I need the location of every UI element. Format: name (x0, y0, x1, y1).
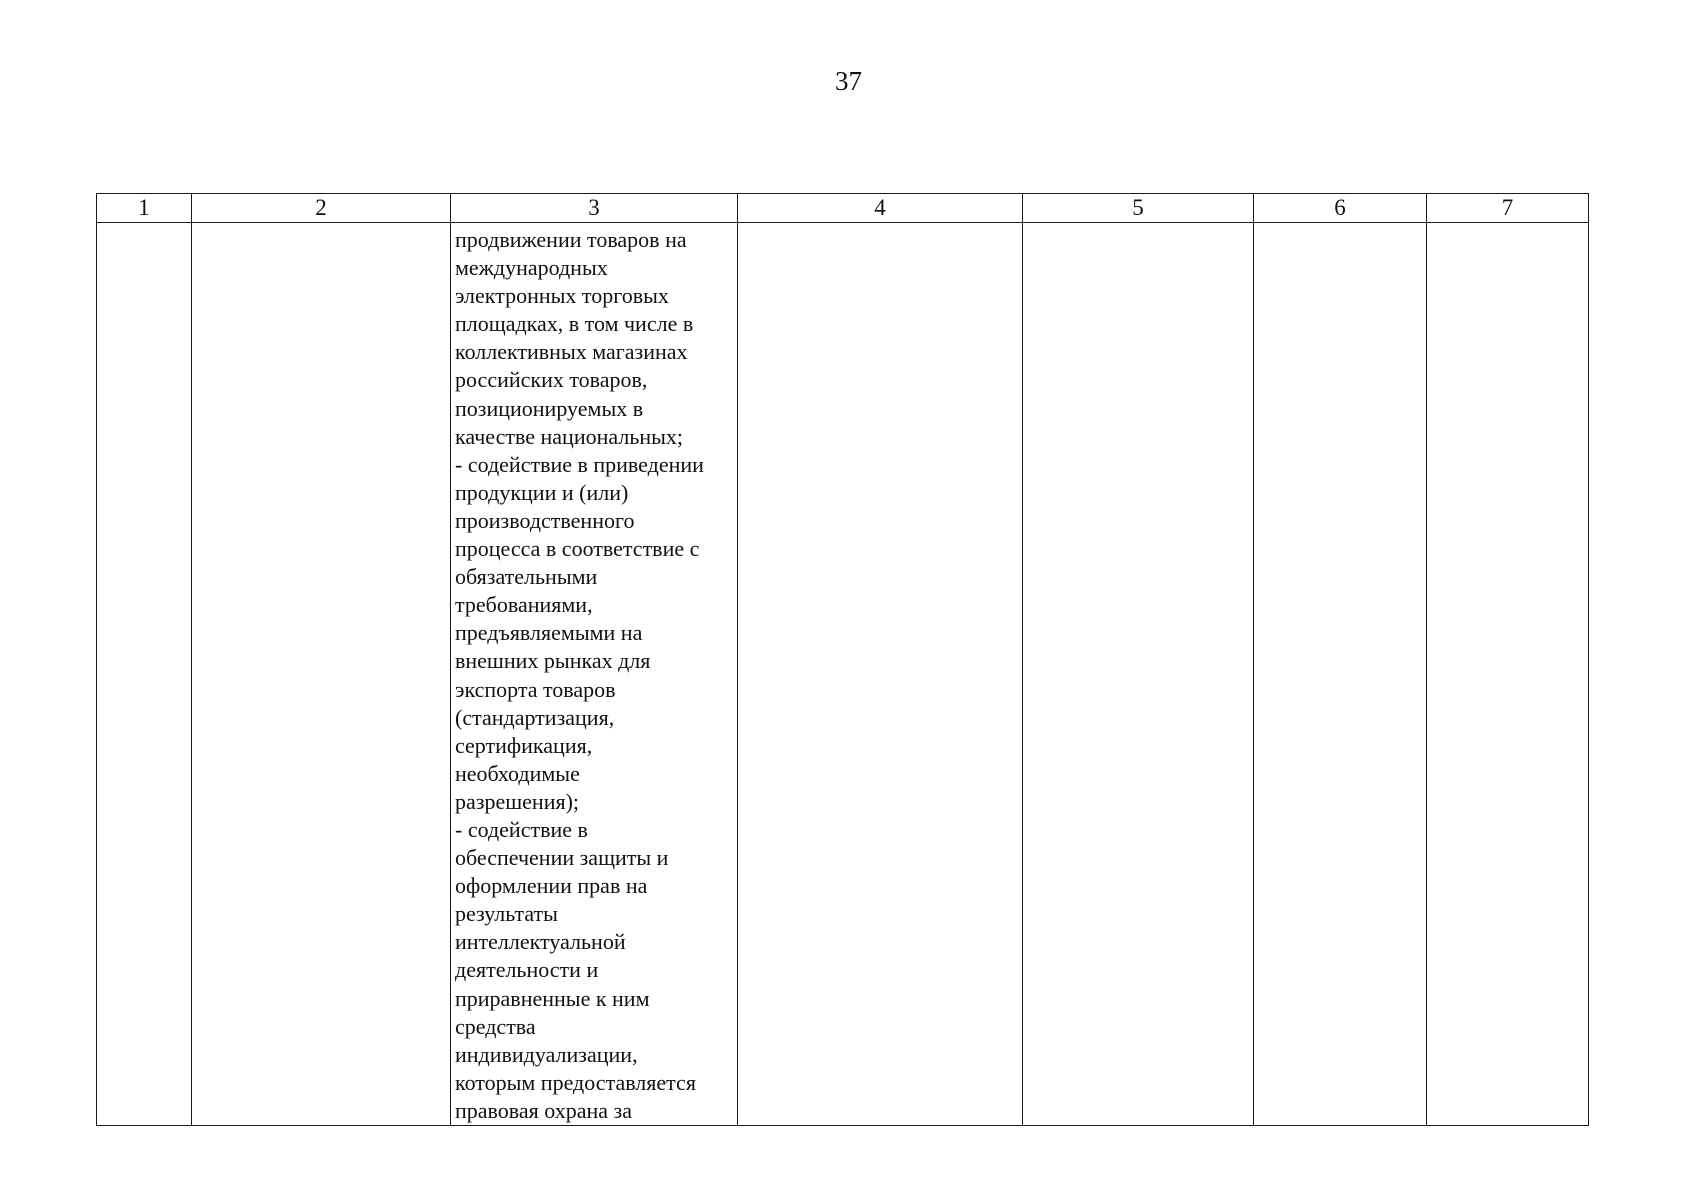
table-row (97, 223, 1589, 1126)
cell-col-6 (1254, 223, 1427, 1126)
cell-col-3-line: продукции и (или) (455, 479, 629, 505)
cell-col-3-line: средства (455, 1013, 536, 1039)
cell-col-5 (1023, 223, 1254, 1126)
cell-col-3-line: обеспечении защиты и (455, 845, 669, 871)
cell-col-3-line: внешних рынках для (455, 648, 651, 674)
cell-col-3-line: позиционируемых в (455, 395, 644, 421)
cell-col-3-line: результаты (455, 901, 558, 927)
cell-col-2 (192, 223, 451, 1126)
cell-col-3-line: продвижении товаров на (455, 227, 687, 252)
page-number: 37 (835, 66, 862, 96)
cell-col-3-text (451, 223, 737, 1125)
cell-col-3-line: которым предоставляется (455, 1069, 696, 1095)
cell-col-3 (451, 223, 738, 1126)
column-header-7: 7 (1427, 194, 1589, 223)
column-header-3: 3 (451, 194, 738, 223)
cell-col-3-line: предъявляемыми на (455, 620, 643, 646)
cell-col-3-line: правовая охрана за (455, 1097, 632, 1123)
cell-col-1 (97, 223, 192, 1126)
column-header-1: 1 (97, 194, 192, 223)
cell-col-7 (1427, 223, 1589, 1126)
cell-col-3-line: электронных торговых (455, 283, 669, 309)
cell-col-3-line: экспорта товаров (455, 676, 616, 702)
column-header-5: 5 (1023, 194, 1254, 223)
cell-col-3-line: требованиями, (455, 592, 593, 618)
cell-col-3-line: российских товаров, (455, 367, 648, 393)
column-header-6: 6 (1254, 194, 1427, 223)
cell-col-3-line: производственного (455, 507, 635, 533)
cell-col-3-line: обязательными (455, 564, 598, 590)
column-header-2: 2 (192, 194, 451, 223)
cell-col-3-line: сертификация, (455, 732, 593, 758)
cell-col-3-line: необходимые (455, 760, 580, 786)
cell-col-3-line: интеллектуальной (455, 929, 626, 955)
cell-col-3-line: качестве национальных; (455, 423, 684, 449)
cell-col-3-line: приравненные к ним (455, 985, 650, 1011)
cell-col-3-line: - содействие в приведении (455, 451, 704, 477)
cell-col-3-line: международных (455, 255, 608, 281)
cell-col-3-line: индивидуализации, (455, 1041, 638, 1067)
document-table (96, 193, 1589, 1126)
column-header-4: 4 (738, 194, 1023, 223)
cell-col-3-line: оформлении прав на (455, 873, 648, 899)
cell-col-3-line: коллективных магазинах (455, 339, 688, 365)
cell-col-3-line: деятельности и (455, 957, 599, 983)
cell-col-3-line: площадках, в том числе в (455, 311, 694, 337)
table-header-row (97, 194, 1589, 223)
cell-col-4 (738, 223, 1023, 1126)
cell-col-3-line: процесса в соответствие с (455, 536, 700, 562)
cell-col-3-line: - содействие в (455, 816, 588, 842)
cell-col-3-line: разрешения); (455, 788, 580, 814)
cell-col-3-line: (стандартизация, (455, 704, 615, 730)
